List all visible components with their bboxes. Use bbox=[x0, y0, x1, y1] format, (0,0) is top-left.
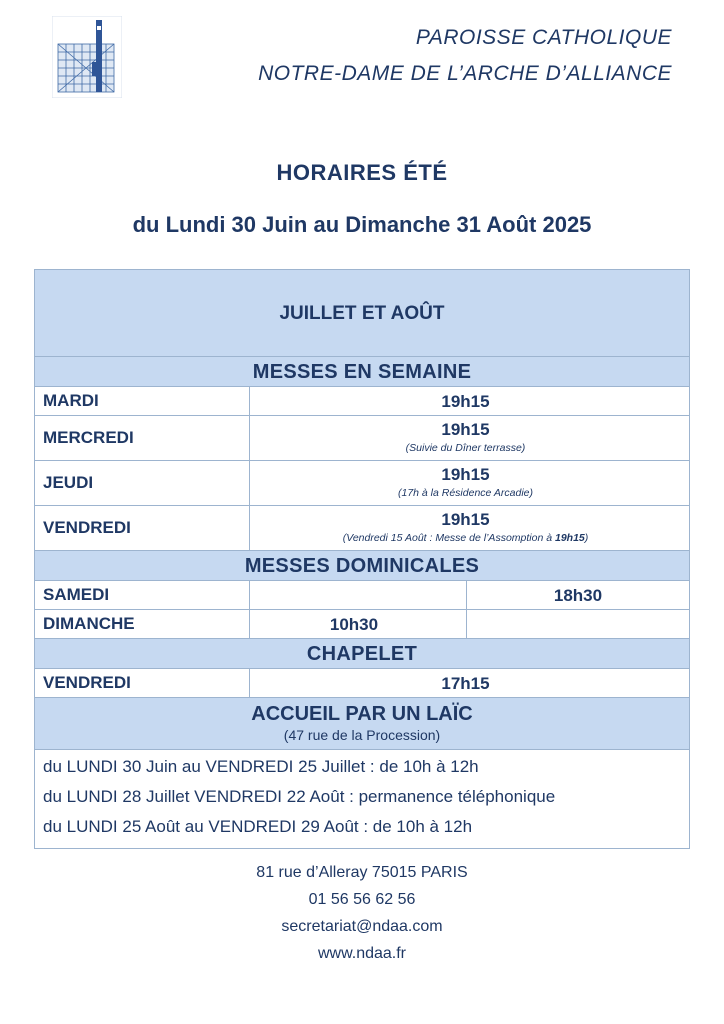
day-label: MARDI bbox=[35, 387, 250, 415]
chapelet-time: 17h15 bbox=[441, 674, 490, 693]
day-label: DIMANCHE bbox=[35, 610, 250, 638]
table-row bbox=[35, 580, 689, 609]
section-chapelet-heading: CHAPELET bbox=[35, 638, 689, 668]
table-row bbox=[35, 460, 689, 505]
footer-phone: 01 56 56 62 56 bbox=[308, 891, 416, 908]
mass-note: (Suivie du Dîner terrasse) bbox=[405, 442, 526, 454]
footer-address: 81 rue d’Alleray 75015 PARIS bbox=[256, 864, 468, 881]
footer-website[interactable]: www.ndaa.fr bbox=[317, 945, 407, 962]
note-bold-time: 19h15 bbox=[554, 532, 585, 544]
table-row bbox=[35, 609, 689, 638]
table-row bbox=[35, 386, 689, 415]
mass-time: 19h15 bbox=[441, 392, 490, 411]
accueil-line: du LUNDI 28 Juillet VENDREDI 22 Août : permanence téléphonique bbox=[43, 787, 556, 806]
day-label: JEUDI bbox=[35, 461, 250, 505]
mass-time-right bbox=[467, 610, 689, 638]
mass-time: 19h15 bbox=[441, 465, 490, 484]
parish-name-line2: NOTRE-DAME DE L’ARCHE D’ALLIANCE bbox=[258, 62, 672, 85]
table-row bbox=[35, 415, 689, 460]
mass-note: (17h à la Résidence Arcadie) bbox=[397, 487, 534, 499]
accueil-line: du LUNDI 25 Août au VENDREDI 29 Août : de 10h à 12h bbox=[43, 817, 473, 836]
table-row bbox=[35, 505, 689, 550]
day-label: MERCREDI bbox=[35, 416, 250, 460]
accueil-address: (47 rue de la Procession) bbox=[283, 727, 441, 743]
day-label: VENDREDI bbox=[35, 669, 250, 697]
time-cell bbox=[242, 387, 689, 415]
date-range: du Lundi 30 Juin au Dimanche 31 Août 2025 bbox=[132, 212, 592, 237]
note-prefix: (Vendredi 15 Août : Messe de l’Assomption à bbox=[342, 532, 555, 544]
time-cell bbox=[242, 506, 689, 550]
period-header: JUILLET ET AOÛT bbox=[35, 270, 689, 356]
table-row bbox=[35, 668, 689, 697]
accueil-lines bbox=[35, 749, 689, 848]
section-semaine-heading: MESSES EN SEMAINE bbox=[35, 356, 689, 386]
accueil-title: ACCUEIL PAR UN LAÏC bbox=[251, 703, 473, 725]
page-title: HORAIRES ÉTÉ bbox=[276, 160, 448, 185]
mass-time: 19h15 bbox=[441, 420, 490, 439]
time-cell bbox=[242, 669, 689, 697]
note-suffix: ) bbox=[584, 532, 589, 544]
footer-email[interactable]: secretariat@ndaa.com bbox=[281, 918, 443, 935]
mass-time-right: 18h30 bbox=[553, 586, 603, 605]
time-cell bbox=[242, 461, 689, 505]
section-accueil-heading bbox=[35, 697, 689, 749]
parish-logo bbox=[52, 16, 122, 98]
mass-time: 19h15 bbox=[441, 510, 490, 529]
mass-note bbox=[242, 532, 689, 544]
mass-time-left: 10h30 bbox=[242, 610, 467, 638]
day-label: SAMEDI bbox=[35, 581, 250, 609]
mass-time-left bbox=[242, 581, 467, 609]
schedule-table bbox=[34, 269, 690, 849]
accueil-line: du LUNDI 30 Juin au VENDREDI 25 Juillet : de 10h à 12h bbox=[43, 757, 479, 776]
parish-name-line1: PAROISSE CATHOLIQUE bbox=[415, 26, 672, 49]
time-cell bbox=[242, 416, 689, 460]
day-label: VENDREDI bbox=[35, 506, 250, 550]
section-dominicales-heading: MESSES DOMINICALES bbox=[35, 550, 689, 580]
